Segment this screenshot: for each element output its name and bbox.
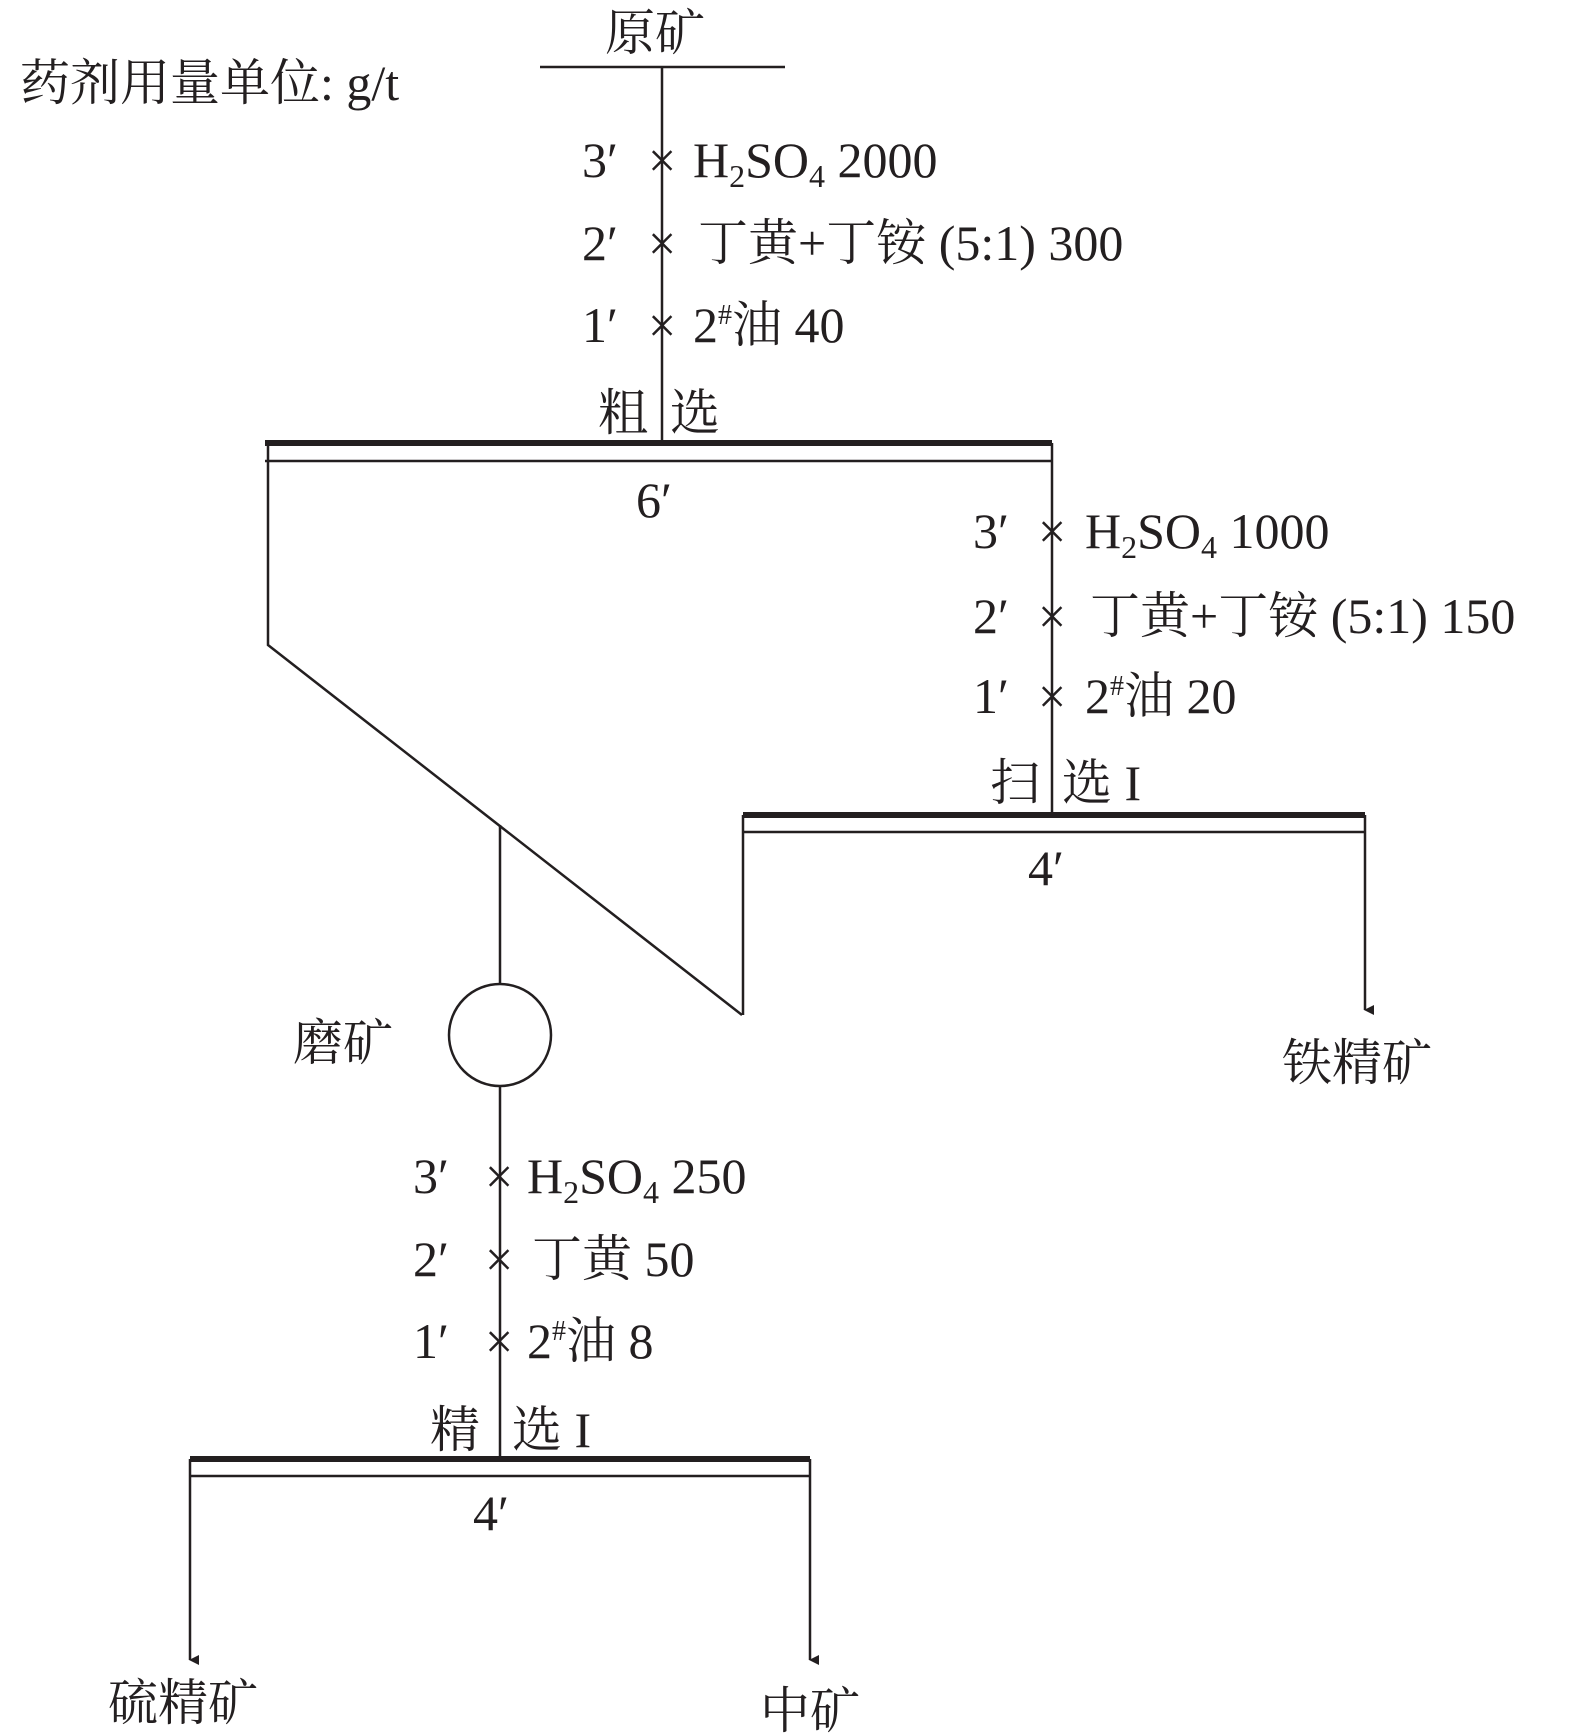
- rougher-concentrate-stream: [268, 443, 742, 1015]
- scavenger-label-left: 扫: [990, 755, 1040, 811]
- reagent-time: 3′: [973, 503, 1009, 559]
- reagent-collector: 丁黄+丁铵 (5:1) 150: [1090, 588, 1516, 644]
- reagent-time: 3′: [582, 132, 618, 188]
- reagent-time: 2′: [973, 588, 1009, 644]
- reagent-h2so4: $H_2SO_4$ 2000: [693, 132, 938, 194]
- reagent-time: 2′: [413, 1231, 449, 1287]
- reagent-frother: 2#油 8: [527, 1313, 654, 1369]
- reagent-collector: 丁黄+丁铵 (5:1) 300: [698, 215, 1124, 271]
- cleaner-reagents: [413, 1148, 747, 1369]
- reagent-h2so4: $H_2SO_4$ 250: [527, 1148, 747, 1210]
- middlings-label: 中矿: [760, 1683, 860, 1736]
- scavenger-time: 4′: [1028, 840, 1064, 896]
- unit-note: 药剂用量单位: g/t: [20, 55, 400, 111]
- reagent-time: 1′: [973, 668, 1009, 724]
- rougher-label-left: 粗: [598, 385, 648, 441]
- rougher-label-right: 选: [670, 385, 720, 441]
- reagent-time: 1′: [582, 297, 618, 353]
- reagent-time: 2′: [582, 215, 618, 271]
- reagent-frother: 2#油 20: [1085, 668, 1237, 724]
- reagent-frother: 2#油 40: [693, 297, 845, 353]
- cleaner-time: 4′: [473, 1485, 509, 1541]
- add-point-marker: ×: [1038, 588, 1067, 644]
- iron-concentrate-label: 铁精矿: [1282, 1035, 1432, 1091]
- add-point-marker: ×: [648, 297, 677, 353]
- reagent-time: 1′: [413, 1313, 449, 1369]
- sulfur-concentrate-label: 硫精矿: [108, 1675, 258, 1731]
- scavenger-label-right: 选 I: [1062, 755, 1142, 811]
- cleaner-label-left: 精: [430, 1402, 480, 1458]
- scavenger-reagents: [973, 503, 1515, 724]
- cleaner-label-right: 选 I: [512, 1402, 592, 1458]
- reagent-h2so4: $H_2SO_4$ 1000: [1085, 503, 1330, 565]
- add-point-marker: ×: [485, 1231, 514, 1287]
- grinding-mill: [449, 984, 551, 1086]
- add-point-marker: ×: [648, 215, 677, 271]
- add-point-marker: ×: [648, 132, 677, 188]
- add-point-marker: ×: [485, 1313, 514, 1369]
- reagent-collector: 丁黄 50: [532, 1231, 695, 1287]
- rougher-reagents: [582, 132, 1123, 353]
- feed-label: 原矿: [605, 5, 705, 61]
- reagent-time: 3′: [413, 1148, 449, 1204]
- add-point-marker: ×: [1038, 503, 1067, 559]
- add-point-marker: ×: [1038, 668, 1067, 724]
- rougher-time: 6′: [636, 472, 672, 528]
- add-point-marker: ×: [485, 1148, 514, 1204]
- grinding-label: 磨矿: [293, 1015, 393, 1071]
